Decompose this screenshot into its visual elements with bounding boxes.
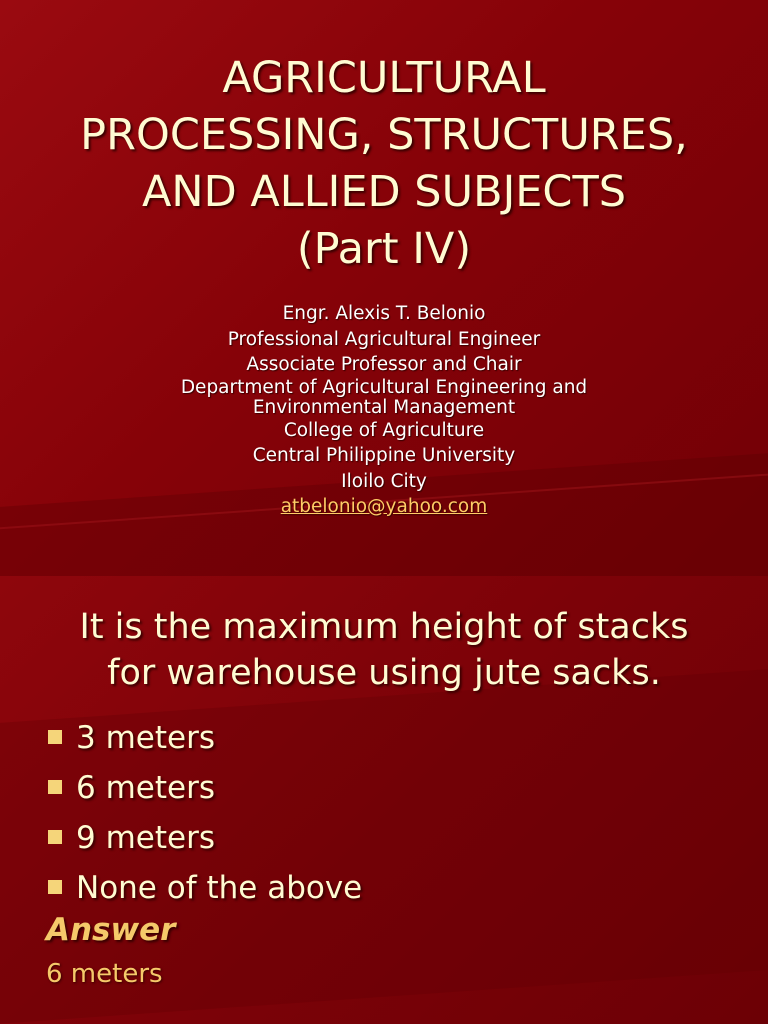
author-name: Engr. Alexis T. Belonio bbox=[282, 303, 486, 324]
option-item bbox=[48, 768, 362, 818]
question-text bbox=[0, 604, 768, 696]
answer-label: Answer bbox=[46, 912, 176, 948]
title-line-2: PROCESSING, STRUCTURES, bbox=[80, 110, 688, 160]
option-label: 3 meters bbox=[76, 720, 215, 756]
author-title-1: Professional Agricultural Engineer bbox=[227, 328, 541, 350]
question-line-2: for warehouse using jute sacks. bbox=[107, 653, 661, 693]
square-bullet-icon bbox=[48, 830, 62, 844]
title-line-4: (Part IV) bbox=[296, 224, 472, 274]
author-title-2: Associate Professor and Chair bbox=[246, 354, 522, 375]
option-item bbox=[48, 868, 362, 918]
college: College of Agriculture bbox=[283, 419, 485, 441]
options-list bbox=[48, 718, 362, 918]
option-item bbox=[48, 718, 362, 768]
title-line-3: AND ALLIED SUBJECTS bbox=[141, 167, 627, 217]
square-bullet-icon bbox=[48, 730, 62, 744]
square-bullet-icon bbox=[48, 880, 62, 894]
university: Central Philippine University bbox=[252, 445, 516, 466]
department-line-1: Department of Agricultural Engineering and bbox=[180, 376, 588, 398]
author-info bbox=[0, 301, 768, 520]
question-line-1: It is the maximum height of stacks bbox=[79, 607, 689, 647]
city: Iloilo City bbox=[341, 470, 427, 492]
option-label: 6 meters bbox=[76, 770, 215, 806]
title-line-1: AGRICULTURAL bbox=[222, 53, 546, 103]
square-bullet-icon bbox=[48, 780, 62, 794]
question-slide bbox=[0, 576, 768, 1024]
answer-line bbox=[46, 958, 163, 990]
answer-text: 6 meters bbox=[46, 959, 163, 989]
option-label: 9 meters bbox=[76, 820, 215, 856]
email-link[interactable]: atbelonio@yahoo.com bbox=[280, 496, 488, 517]
option-label: None of the above bbox=[76, 870, 363, 906]
option-item bbox=[48, 818, 362, 868]
department-line-2: Environmental Management bbox=[252, 396, 516, 418]
slide-title bbox=[0, 50, 768, 278]
